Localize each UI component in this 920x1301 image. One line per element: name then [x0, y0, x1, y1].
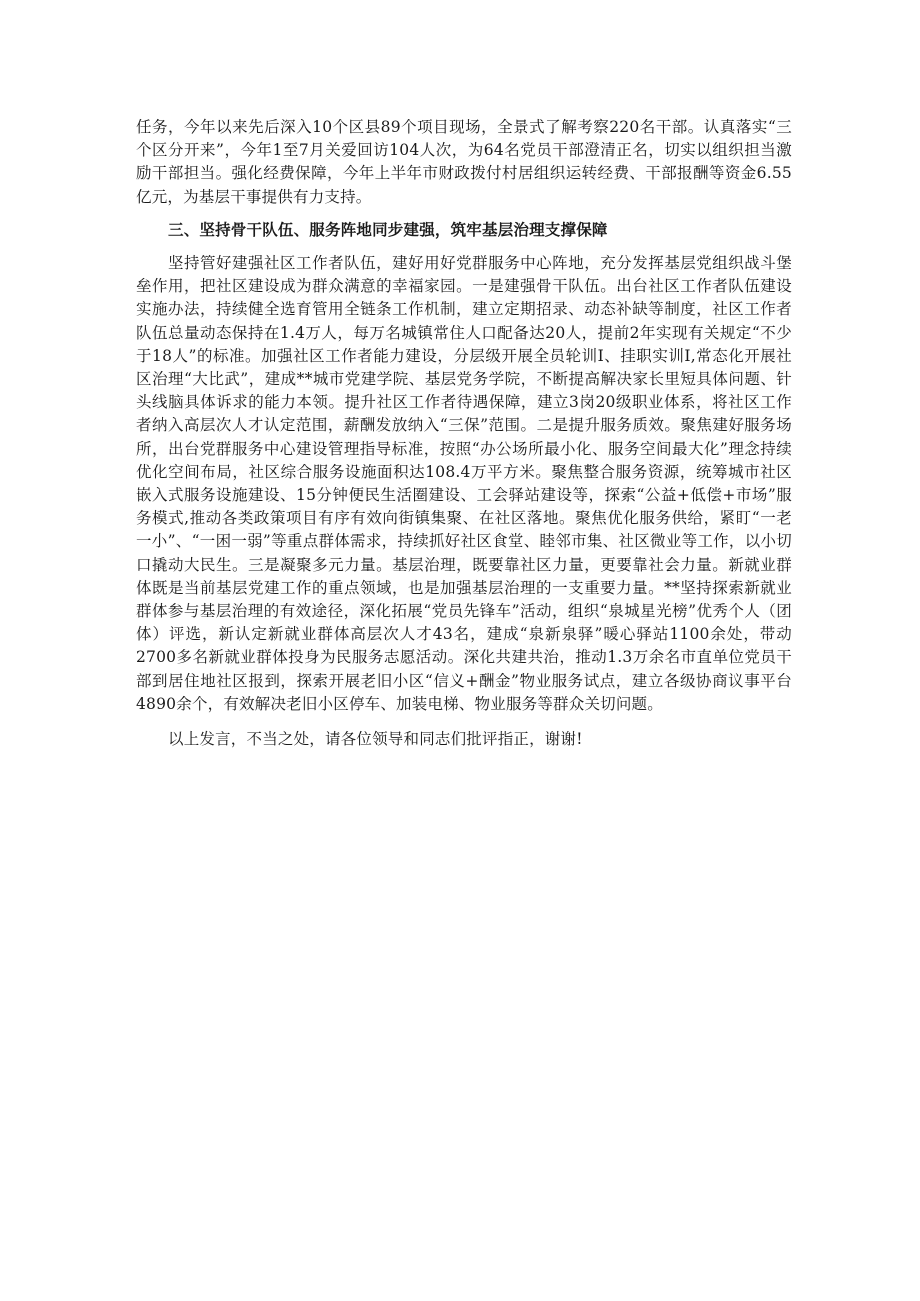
paragraph-continuation: 任务，今年以来先后深入10个区县89个项目现场，全景式了解考察220名干部。认真落实“三个区分开来”，今年1至7月关爱回访104人次，为64名党员干部澄清正名，切实以组织担当激励干部担当。强化经费保障，今年上半年市财政拨付村居组织运转经费、干部报酬等资金6.55亿元，为基层干事提供有力支持。	[136, 118, 792, 206]
section-heading: 三、坚持骨干队伍、服务阵地同步建强，筑牢基层治理支撑保障	[168, 220, 608, 239]
paragraph-closing: 以上发言，不当之处，请各位领导和同志们批评指正，谢谢!	[168, 730, 583, 749]
document-body	[136, 116, 792, 751]
paragraph-section-body: 坚持管好建强社区工作者队伍，建好用好党群服务中心阵地，充分发挥基层党组织战斗堡垒作用，把社区建设成为群众满意的幸福家园。一是建强骨干队伍。出台社区工作者队伍建设实施办法，持续健全选育管用全链条工作机制，建立定期招录、动态补缺等制度，社区工作者队伍总量动态保持在1.4万人，每万名城镇常住人口配备达20人，提前2年实现有关规定“不少于18人”的标准。加强社区工作者能力建设，分层级开展全员轮训I、挂职实训I,常态化开展社区治理“大比武”，建成**城市党建学院、基层党务学院，不断提高解决家长里短具体问题、针头线脑具体诉求的能力本领。提升社区工作者待遇保障，建立3岗20级职业体系，将社区工作者纳入高层次人才认定范围，薪酬发放纳入“三保”范围。二是提升服务质效。聚焦建好服务场所，出台党群服务中心建设管理指导标准，按照“办公场所最小化、服务空间最大化”理念持续优化空间布局，社区综合服务设施面积达108.4万平方米。聚焦整合服务资源，统筹城市社区嵌入式服务设施建设、15分钟便民生活圈建设、工会驿站建设等，探索“公益+低偿+市场”服务模式,推动各类政策项目有序有效向街镇集聚、在社区落地。聚焦优化服务供给，紧盯“一老一小”、“一困一弱”等重点群体需求，持续抓好社区食堂、睦邻市集、社区微业等工作，以小切口撬动大民生。三是凝聚多元力量。基层治理，既要靠社区力量，更要靠社会力量。新就业群体既是当前基层党建工作的重点领域，也是加强基层治理的一支重要力量。**坚持探索新就业群体参与基层治理的有效途径，深化拓展“党员先锋车”活动，组织“泉城星光榜”优秀个人（团体）评选，新认定新就业群体高层次人才43名，建成“泉新泉驿”暖心驿站1100余处，带动2700多名新就业群体投身为民服务志愿活动。深化共建共治，推动1.3万余名市直单位党员干部到居住地社区报到，探索开展老旧小区“信义+酬金”物业服务试点，建立各级协商议事平台4890余个，有效解决老旧小区停车、加装电梯、物业服务等群众关切问题。	[136, 254, 792, 713]
